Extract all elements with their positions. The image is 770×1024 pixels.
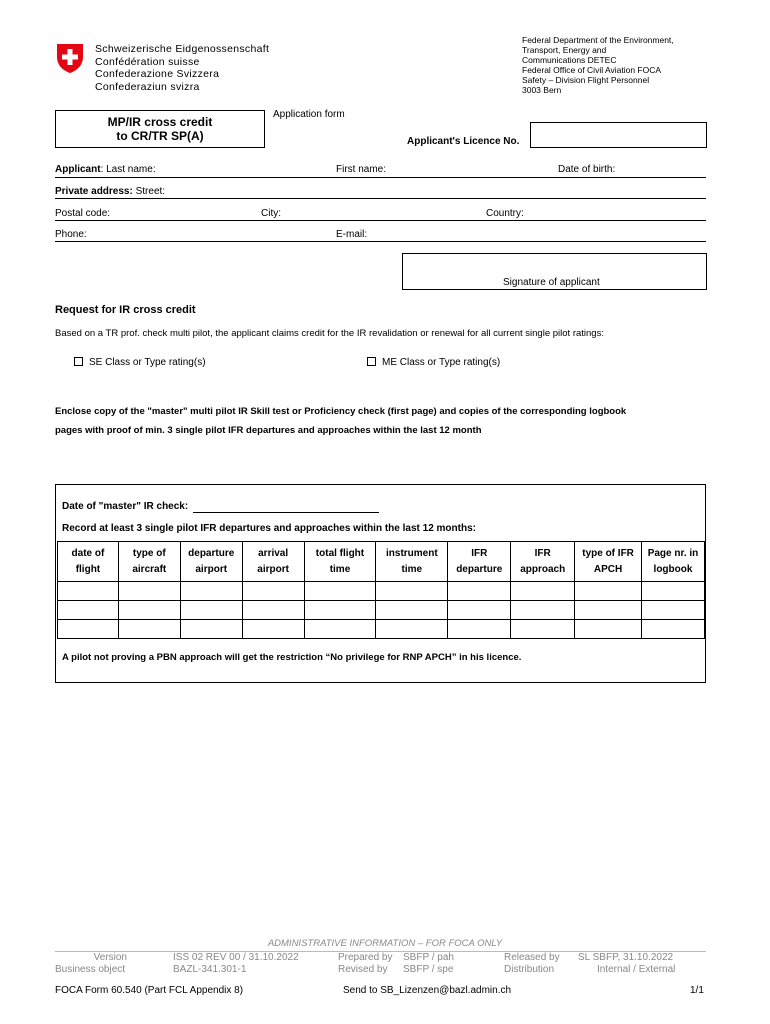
table-cell[interactable] xyxy=(575,582,642,601)
applicant-label: Applicant xyxy=(55,164,101,175)
country-label[interactable]: Country: xyxy=(486,208,524,219)
admin-heading: ADMINISTRATIVE INFORMATION – FOR FOCA ONLY xyxy=(267,938,503,949)
header-text: flight xyxy=(75,564,101,575)
dob-label[interactable]: Date of birth: xyxy=(558,164,616,175)
table-header-row xyxy=(58,542,705,582)
table-cell[interactable] xyxy=(304,601,376,620)
header-text: APCH xyxy=(593,564,623,575)
date-master-field[interactable] xyxy=(193,512,379,513)
dept-line: 3003 Bern xyxy=(522,85,562,95)
licence-label: Applicant's Licence No. xyxy=(407,136,520,147)
dept-line: Communications DETEC xyxy=(522,55,617,65)
header-text: arrival xyxy=(258,548,289,559)
col-apch-type xyxy=(575,542,642,582)
pbn-note: A pilot not proving a PBN approach will get the restriction “No privilege for RNP APCH” in his licence. xyxy=(62,652,522,663)
table-cell[interactable] xyxy=(58,620,119,639)
table-row[interactable] xyxy=(58,582,705,601)
table-cell[interactable] xyxy=(58,601,119,620)
me-checkbox[interactable] xyxy=(367,357,376,366)
col-ifr-departure xyxy=(448,542,511,582)
street-label: Street: xyxy=(135,186,166,197)
table-row[interactable] xyxy=(58,601,705,620)
divider xyxy=(55,198,706,199)
me-option-label: ME Class or Type rating(s) xyxy=(382,357,501,368)
table-cell[interactable] xyxy=(511,582,575,601)
col-arrival xyxy=(242,542,304,582)
last-name-label: : Last name: xyxy=(100,164,156,175)
table-cell[interactable] xyxy=(242,582,304,601)
business-label: Business object xyxy=(55,964,126,975)
table-cell[interactable] xyxy=(304,582,376,601)
table-cell[interactable] xyxy=(242,601,304,620)
dept-line: Federal Office of Civil Aviation FOCA xyxy=(522,65,662,75)
table-cell[interactable] xyxy=(118,601,180,620)
header-text: logbook xyxy=(653,564,693,575)
dept-line: Federal Department of the Environment, xyxy=(522,35,674,45)
department-address xyxy=(522,35,674,95)
header-text: Page nr. in xyxy=(647,548,699,559)
header-text: time xyxy=(401,564,423,575)
licence-number-field[interactable] xyxy=(530,122,707,148)
header-text: IFR xyxy=(534,548,551,559)
last-name-field[interactable] xyxy=(55,164,156,175)
form-title-line1: MP/IR cross credit xyxy=(107,115,213,129)
revised-value: SBFP / spe xyxy=(403,964,454,975)
date-master-label: Date of "master" IR check: xyxy=(62,501,189,512)
se-checkbox[interactable] xyxy=(74,357,83,366)
col-departure xyxy=(180,542,242,582)
form-title-line2: to CR/TR SP(A) xyxy=(116,129,204,143)
col-page-nr xyxy=(642,542,705,582)
header-text: aircraft xyxy=(132,564,167,575)
header-text: departure xyxy=(456,564,503,575)
released-label: Released by xyxy=(504,952,560,963)
released-value: SL SBFP, 31.10.2022 xyxy=(578,952,674,963)
table-cell[interactable] xyxy=(642,582,705,601)
version-value: ISS 02 REV 00 / 31.10.2022 xyxy=(173,952,299,963)
confed-de: Schweizerische Eidgenossenschaft xyxy=(95,43,270,55)
request-heading: Request for IR cross credit xyxy=(55,304,196,316)
table-cell[interactable] xyxy=(180,582,242,601)
table-cell[interactable] xyxy=(118,620,180,639)
application-form-label: Application form xyxy=(273,109,345,120)
footer-page: 1/1 xyxy=(690,985,704,996)
divider xyxy=(55,177,706,178)
header-text: departure xyxy=(188,548,235,559)
header-text: airport xyxy=(257,564,289,575)
enclose-line2: pages with proof of min. 3 single pilot IFR departures and approaches within the last 12 month xyxy=(55,425,482,436)
divider xyxy=(55,241,706,242)
phone-label[interactable]: Phone: xyxy=(55,229,87,240)
header-text: time xyxy=(329,564,351,575)
record-label: Record at least 3 single pilot IFR departures and approaches within the last 12 months: xyxy=(62,523,476,534)
signature-label: Signature of applicant xyxy=(503,277,600,288)
dept-line: Safety – Division Flight Personnel xyxy=(522,75,650,85)
col-instrument-time xyxy=(376,542,448,582)
confed-rm: Confederaziun svizra xyxy=(95,80,200,93)
table-cell[interactable] xyxy=(180,620,242,639)
confed-fr: Confédération suisse xyxy=(95,55,200,68)
table-cell[interactable] xyxy=(448,620,511,639)
table-cell[interactable] xyxy=(376,582,448,601)
street-field[interactable] xyxy=(55,186,165,197)
first-name-label[interactable]: First name: xyxy=(336,164,387,175)
table-cell[interactable] xyxy=(376,601,448,620)
dept-line: Transport, Energy and xyxy=(522,45,607,55)
table-cell[interactable] xyxy=(448,582,511,601)
table-cell[interactable] xyxy=(118,582,180,601)
swiss-emblem-icon xyxy=(56,43,84,74)
version-label: Version xyxy=(93,952,127,963)
col-type xyxy=(118,542,180,582)
header-text: instrument xyxy=(386,548,438,559)
prepared-label: Prepared by xyxy=(338,952,393,963)
request-text: Based on a TR prof. check multi pilot, the applicant claims credit for the IR revalidation or renewal for all current single pilot ratings: xyxy=(55,328,604,339)
table-cell[interactable] xyxy=(242,620,304,639)
table-cell[interactable] xyxy=(448,601,511,620)
table-cell[interactable] xyxy=(376,620,448,639)
header-text: airport xyxy=(195,564,228,575)
col-date xyxy=(58,542,119,582)
distribution-value: Internal / External xyxy=(597,964,676,975)
col-total-time xyxy=(304,542,376,582)
business-value: BAZL-341.301-1 xyxy=(173,964,247,975)
table-cell[interactable] xyxy=(180,601,242,620)
me-option[interactable] xyxy=(367,357,500,368)
form-title-box xyxy=(55,110,265,148)
table-cell[interactable] xyxy=(575,601,642,620)
table-cell[interactable] xyxy=(58,582,119,601)
divider xyxy=(55,220,706,221)
table-cell[interactable] xyxy=(304,620,376,639)
header-text: total flight xyxy=(315,548,365,559)
header-text: date of xyxy=(71,548,105,559)
table-cell[interactable] xyxy=(642,601,705,620)
prepared-value: SBFP / pah xyxy=(403,952,454,963)
revised-label: Revised by xyxy=(338,964,388,975)
table-cell[interactable] xyxy=(575,620,642,639)
header-text: IFR xyxy=(471,548,488,559)
enclose-line1: Enclose copy of the "master" multi pilot IR Skill test or Proficiency check (first page) and copies of the corresponding logbook xyxy=(55,406,627,417)
header-text: type of IFR xyxy=(582,548,634,559)
confederation-names xyxy=(95,43,269,93)
table-row[interactable] xyxy=(58,620,705,639)
header-text: type of xyxy=(132,548,166,559)
confed-it: Confederazione Svizzera xyxy=(95,68,220,80)
table-cell[interactable] xyxy=(511,601,575,620)
footer-send[interactable]: Send to SB_Lizenzen@bazl.admin.ch xyxy=(343,985,512,996)
distribution-label: Distribution xyxy=(504,964,555,975)
city-label[interactable]: City: xyxy=(261,208,281,219)
header-text: approach xyxy=(520,564,566,575)
table-cell[interactable] xyxy=(511,620,575,639)
se-option[interactable] xyxy=(74,357,206,368)
postal-label[interactable]: Postal code: xyxy=(55,208,111,219)
se-option-label: SE Class or Type rating(s) xyxy=(89,357,206,368)
footer-form: FOCA Form 60.540 (Part FCL Appendix 8) xyxy=(55,985,244,996)
flight-log-table xyxy=(57,541,705,639)
col-ifr-approach xyxy=(511,542,575,582)
table-cell[interactable] xyxy=(642,620,705,639)
email-label[interactable]: E-mail: xyxy=(336,229,368,240)
address-label: Private address: xyxy=(55,186,133,197)
